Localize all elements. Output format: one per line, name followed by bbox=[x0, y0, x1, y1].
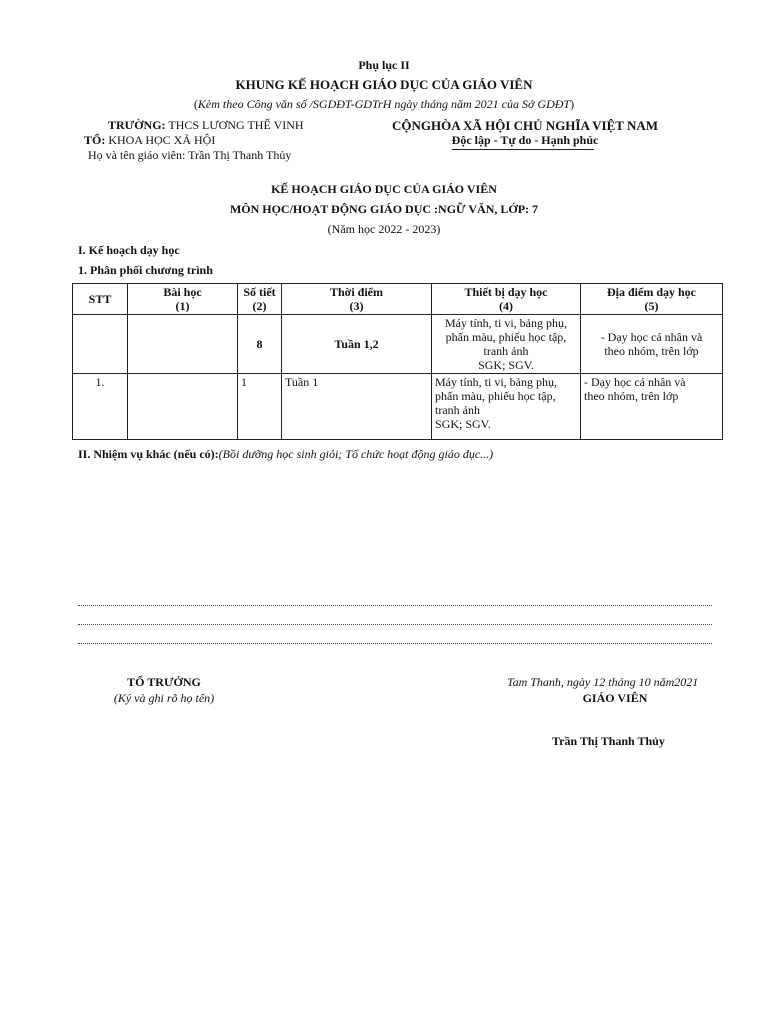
school-label: TRƯỜNG: bbox=[108, 118, 166, 132]
dotted-line bbox=[78, 624, 712, 625]
dotted-line bbox=[78, 643, 712, 644]
table-row bbox=[73, 315, 723, 374]
team-leader-title: TỔ TRƯỞNG bbox=[127, 675, 201, 689]
section-2-note: (Bồi dưỡng học sinh giỏi; Tổ chức hoạt động giáo dục...) bbox=[218, 447, 494, 461]
row2-equipment-line2: phấn màu, phiếu học tập, bbox=[435, 389, 556, 403]
plan-subject: MÔN HỌC/HOẠT ĐỘNG GIÁO DỤC :NGỮ VĂN, LỚP: 7 bbox=[229, 202, 539, 216]
row2-location-line1: - Dạy học cá nhân và bbox=[584, 375, 686, 389]
row2-lesson bbox=[128, 374, 238, 440]
team-line bbox=[84, 133, 215, 148]
row2-equipment-line4: SGK; SGV. bbox=[435, 417, 491, 431]
row1-equipment-line1: Máy tính, ti vi, bảng phụ, bbox=[445, 316, 567, 330]
row1-location bbox=[581, 315, 723, 374]
table-header-row bbox=[73, 284, 723, 315]
dotted-line bbox=[78, 605, 712, 606]
col-header-stt: STT bbox=[73, 284, 128, 315]
row1-periods: 8 bbox=[238, 315, 282, 374]
teacher-label: Họ và tên giáo viên: bbox=[88, 148, 186, 162]
col-header-lesson bbox=[128, 284, 238, 315]
row1-lesson bbox=[128, 315, 238, 374]
teacher-title: GIÁO VIÊN bbox=[582, 691, 648, 705]
col-header-lesson-label: Bài học bbox=[163, 285, 202, 299]
team-leader-note: (Ký và ghi rõ họ tên) bbox=[113, 691, 215, 705]
col-header-location-label: Địa điểm dạy học bbox=[606, 285, 696, 299]
appendix-label: Phụ lục II bbox=[358, 58, 410, 72]
school-name: THCS LƯƠNG THẾ VINH bbox=[168, 118, 304, 132]
school-line bbox=[108, 118, 304, 133]
row2-stt: 1. bbox=[73, 374, 128, 440]
col-header-time bbox=[282, 284, 432, 315]
plan-school-year: (Năm học 2022 - 2023) bbox=[327, 222, 441, 236]
team-label: TỔ: bbox=[84, 133, 106, 147]
row1-location-line2: theo nhóm, trên lớp bbox=[604, 344, 699, 358]
row2-equipment-line3: tranh ảnh bbox=[435, 403, 480, 417]
section-2-line bbox=[78, 447, 493, 462]
place-date: Tam Thanh, ngày 12 tháng 10 năm2021 bbox=[507, 675, 699, 689]
teacher-name: Trần Thị Thanh Thủy bbox=[188, 148, 292, 162]
row1-equipment-line3: tranh ảnh bbox=[483, 344, 529, 358]
team-name: KHOA HỌC XÃ HỘI bbox=[108, 133, 216, 147]
col-header-time-label: Thời điểm bbox=[330, 285, 383, 299]
row2-location-line2: theo nhóm, trên lớp bbox=[584, 389, 679, 403]
col-header-equipment bbox=[432, 284, 581, 315]
teacher-signature-name: Trần Thị Thanh Thủy bbox=[552, 734, 665, 748]
table-row bbox=[73, 374, 723, 440]
row2-equipment bbox=[432, 374, 581, 440]
row1-equipment-line2: phấn màu, phiếu học tập, bbox=[445, 330, 567, 344]
attachment-note-text: Kèm theo Công văn số /SGDĐT-GDTrH ngày tháng năm 2021 của Sở GDĐT bbox=[197, 97, 571, 111]
col-header-equipment-label: Thiết bị dạy học bbox=[464, 285, 548, 299]
col-header-time-num: (3) bbox=[349, 299, 364, 313]
col-header-periods-label: Số tiết bbox=[243, 285, 276, 299]
plan-title: KẾ HOẠCH GIÁO DỤC CỦA GIÁO VIÊN bbox=[271, 182, 497, 196]
framework-title: KHUNG KẾ HOẠCH GIÁO DỤC CỦA GIÁO VIÊN bbox=[235, 77, 533, 92]
nation-motto: Độc lập - Tự do - Hạnh phúc bbox=[451, 133, 599, 147]
attachment-note: (Kèm theo Công văn số /SGDĐT-GDTrH ngày tháng năm 2021 của Sở GDĐT) bbox=[193, 97, 575, 111]
row1-equipment bbox=[432, 315, 581, 374]
program-table bbox=[72, 283, 723, 440]
row2-periods: 1 bbox=[238, 374, 282, 440]
col-header-periods-num: (2) bbox=[252, 299, 267, 313]
row1-stt bbox=[73, 315, 128, 374]
col-header-location-num: (5) bbox=[644, 299, 659, 313]
motto-underline bbox=[452, 149, 594, 150]
row1-time: Tuần 1,2 bbox=[282, 315, 432, 374]
col-header-lesson-num: (1) bbox=[175, 299, 190, 313]
section-2-heading: II. Nhiệm vụ khác (nếu có): bbox=[78, 447, 219, 461]
col-header-equipment-num: (4) bbox=[499, 299, 513, 313]
col-header-periods bbox=[238, 284, 282, 315]
nation-name: CỘNGHÒA XÃ HỘI CHỦ NGHĨA VIỆT NAM bbox=[391, 118, 659, 133]
row1-equipment-line4: SGK; SGV. bbox=[478, 358, 534, 372]
section-1-heading: I. Kế hoạch dạy học bbox=[78, 243, 180, 257]
teacher-line bbox=[88, 148, 291, 163]
col-header-location bbox=[581, 284, 723, 315]
section-1-1-heading: 1. Phân phối chương trình bbox=[78, 263, 213, 277]
row2-equipment-line1: Máy tính, ti vi, bảng phụ, bbox=[435, 375, 557, 389]
row1-location-line1: - Dạy học cá nhân và bbox=[600, 330, 703, 344]
row2-time: Tuần 1 bbox=[282, 374, 432, 440]
row2-location bbox=[581, 374, 723, 440]
